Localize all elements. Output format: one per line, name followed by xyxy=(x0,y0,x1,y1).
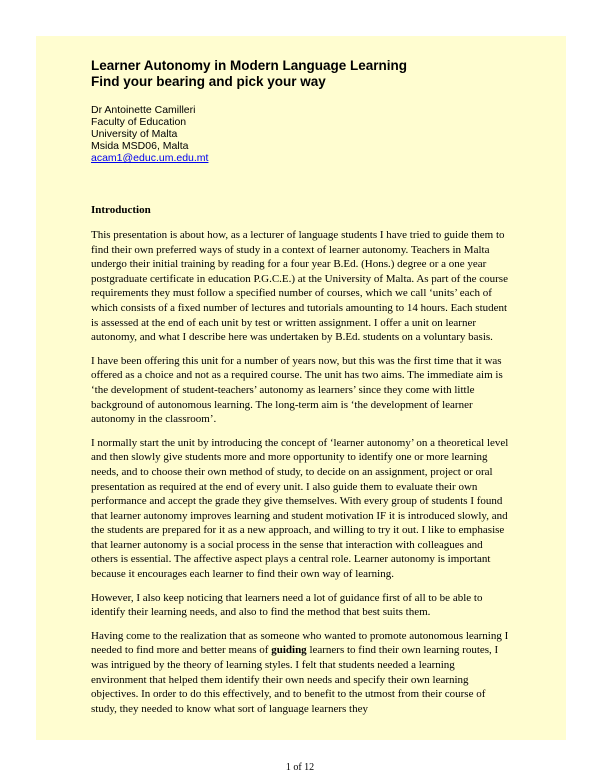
title-line-2: Find your bearing and pick your way xyxy=(91,74,326,89)
paragraph-text: learners to find their own learning routes, I was intrigued by the theory of learning styles. I felt that students needed a learning environment that helped them identify their own needs and specify their own learning objectives. In order to do this effectively, and to benefit to the utmost from their course of study, they needed to know what sort of language learners they xyxy=(91,644,499,715)
author-university: University of Malta xyxy=(91,128,178,140)
paragraph-last xyxy=(91,629,511,717)
emphasis-word: guiding xyxy=(271,644,307,657)
author-block xyxy=(91,104,511,164)
author-email-link[interactable]: acam1@educ.um.edu.mt xyxy=(91,152,209,164)
title-line-1: Learner Autonomy in Modern Language Learning xyxy=(91,58,408,73)
paragraph: This presentation is about how, as a lecturer of language students I have tried to guide them to find their own preferred ways of study in a context of learner autonomy. Teachers in Malta undergo their initial training by reading for a four year B.Ed. (Hons.) degree or a one year postgraduate certificate in education P.G.C.E.) at the University of Malta. As part of the course requirements they must follow a specified number of courses, which we call ‘units’ each of which consists of a fixed number of lectures and tutorials amounting to 14 hours. Each student is assessed at the end of each unit by test or written assignment. I offer a unit on learner autonomy, and what I describe here was undertaken by B.Ed. students on a voluntary basis. xyxy=(91,229,508,344)
paragraph-text: Having come to the realization that as someone who wanted to promote autonomous learning I needed to find more and better means of xyxy=(91,629,509,657)
author-address: Msida MSD06, Malta xyxy=(91,140,189,152)
author-name: Dr Antoinette Camilleri xyxy=(91,104,196,116)
document-page xyxy=(36,36,566,740)
page-indicator: 1 of 12 xyxy=(285,762,315,773)
paragraph: However, I also keep noticing that learners need a lot of guidance first of all to be able to identify their learning needs, and also to find the method that best suits them. xyxy=(91,591,483,619)
document-content xyxy=(91,58,511,725)
paragraph: I have been offering this unit for a number of years now, but this was the first time that it was offered as a choice and not as a required course. The unit has two aims. The immediate aim is ‘the development of student-teachers’ autonomy as learners’ since they come with little background of autonomous learning. The long-term aim is ‘the development of learner autonomy in the classroom’. xyxy=(91,354,503,426)
paragraph: I normally start the unit by introducing the concept of ‘learner autonomy’ on a theoretical level and then slowly give students more and more opportunity to identify one or more learning needs, and to choose their own method of study, to decide on an assignment, project or oral presentation as required at the end of every unit. I also guide them to evaluate their own performance and accept the grade they give themselves. With every group of students I found that learner autonomy improves learning and student motivation IF it is introduced slowly, and the students are prepared for it as a new approach, and willing to try it out. I like to emphasise that learner autonomy is a social process in the sense that interaction with colleagues and others is essential. The affective aspect plays a central role. Learner autonomy is important because it encourages each learner to find their own way of learning. xyxy=(91,436,509,581)
section-heading: Introduction xyxy=(91,204,151,216)
document-title xyxy=(91,58,511,90)
author-faculty: Faculty of Education xyxy=(91,116,187,128)
